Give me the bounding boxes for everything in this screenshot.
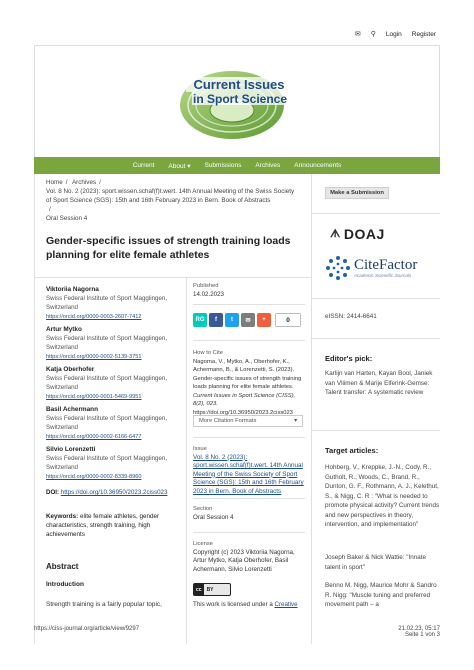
editors-pick-heading: Editor's pick:: [325, 354, 373, 363]
published-label: Published: [193, 283, 219, 289]
section-block: [193, 505, 305, 522]
author-orcid-link[interactable]: https://orcid.org/0000-0001-5469-9951: [46, 394, 142, 400]
author-affiliation: Swiss Federal Institute of Sport Magglingen, Switzerland: [46, 375, 168, 391]
column-divider: [186, 277, 187, 644]
section-label: Section: [193, 506, 213, 512]
journal-logo[interactable]: [174, 62, 304, 144]
citation-formats-label: More Citation Formats: [199, 418, 257, 424]
sidebar-divider-3: [311, 338, 440, 339]
sidebar-divider-1: [311, 213, 440, 214]
make-submission-button[interactable]: Make a Submission: [325, 187, 389, 199]
abstract-heading: Abstract: [46, 562, 79, 571]
author-affiliation: Swiss Federal Institute of Sport Magglingen, Switzerland: [46, 295, 168, 311]
license-text: Copyright (c) 2023 Viktoriia Nagorna, Artur Mytko, Katja Oberhofer, Basil Achermann, Silvio Lorenzetti: [193, 548, 295, 573]
sidebar-divider-4: [311, 430, 440, 431]
share-count: 0: [275, 313, 301, 327]
author-name: Artur Mytko: [46, 326, 82, 333]
issue-block: [193, 445, 305, 496]
top-bar: [355, 30, 436, 38]
cite-journal: Current Issues in Sport Science (CISS), 8(2), 023.: [193, 392, 296, 407]
twitter-share-button[interactable]: t: [225, 313, 239, 327]
author-entry: [46, 285, 186, 322]
published-divider: [193, 304, 305, 305]
author-orcid-link[interactable]: https://orcid.org/0000-0003-2607-7412: [46, 314, 142, 320]
target-article-2[interactable]: Joseph Baker & Nick Wattie: "Innate talent in sport": [325, 554, 427, 571]
author-entry: [46, 405, 186, 442]
chevron-down-icon: ▾: [294, 418, 297, 424]
license-note-text: This work is licensed under a: [193, 601, 275, 608]
left-border: [34, 174, 35, 644]
breadcrumb-issue[interactable]: Vol. 8 No. 2 (2023): sport.wissen.schaf(f)t.wert. 14th Annual Meeting of the Swiss Society of Sport Science (SGS): 15th and 16th February 2023 in Bern. Book of Abstracts: [46, 188, 295, 204]
target-article-3[interactable]: Benno M. Nigg, Maurice Mohr & Sandro R. Nigg: "Muscle tuning and preferred movement path – a: [325, 582, 437, 608]
doi-link[interactable]: https://doi.org/10.36950/2023.2ciss023: [60, 489, 168, 496]
license-block: [193, 540, 305, 574]
by-icon: BY: [206, 586, 214, 593]
cite-label: How to Cite: [193, 350, 223, 356]
nav-announcements[interactable]: Announcements: [294, 162, 342, 169]
researchgate-share-button[interactable]: RG: [193, 313, 207, 327]
citefactor-icon: [324, 254, 352, 282]
logo-line1: Current Issues: [193, 77, 285, 92]
section-value: Oral Session 4: [193, 513, 234, 521]
login-link[interactable]: Login: [385, 30, 402, 38]
email-share-button[interactable]: ✉: [241, 313, 255, 327]
facebook-share-button[interactable]: f: [209, 313, 223, 327]
footer-date: 21.02.23, 05:17: [398, 626, 440, 632]
author-name: Silvio Lorenzetti: [46, 446, 96, 453]
envelope-icon[interactable]: ✉: [354, 31, 361, 38]
how-to-cite: [193, 349, 305, 417]
breadcrumb-archives[interactable]: Archives: [71, 179, 97, 186]
keywords-label: Keywords:: [46, 513, 79, 520]
doaj-logo[interactable]: [330, 226, 385, 242]
search-icon[interactable]: ⚲: [370, 31, 376, 38]
editors-pick-text[interactable]: Karlijn van Harten, Kayan Bool, Janiek van Vliimen & Marije Elferink-Gemse: Talent transfer: A systematic review: [325, 370, 433, 396]
breadcrumb-home[interactable]: Home: [46, 179, 63, 186]
author-name: Viktoriia Nagorna: [46, 286, 99, 293]
share-buttons: [193, 313, 301, 327]
author-orcid-link[interactable]: https://orcid.org/0000-0002-8339-8960: [46, 474, 142, 480]
cite-text: Nagorna, V., Mytko, A., Oberhofer, K., Achermann, B., & Lorenzetti, S. (2023). Gender-specific issues of strength training loads planning for elite female athletes.: [193, 358, 302, 390]
introduction-heading: Introduction: [46, 581, 84, 588]
author-name: Katja Oberhofer: [46, 366, 95, 373]
article-title: Gender-specific issues of strength training loads planning for elite female athletes: [46, 235, 291, 261]
logo-line2: in Sport Science: [192, 92, 288, 106]
author-entry: [46, 365, 186, 402]
target-article-1[interactable]: Hohberg, V., Kreppke, J.-N., Cody, R., Gutholt, R., Woods, C., Brand, R., Dunton, G. F., Rothmann, A. J., Kelethut, S., & Nigg, C. R : "What is needed to promote physical activity? Current trends and new perspectives in theory, intervention, and implementation": [325, 464, 440, 528]
footer-url: https://ciss-journal.org/article/view/9297: [34, 626, 140, 632]
footer-meta: [398, 626, 440, 638]
citefactor-label: CiteFactor: [354, 257, 418, 273]
nav-about[interactable]: About ▾: [168, 162, 191, 170]
sidebar-divider-2: [311, 298, 440, 299]
cite-doi[interactable]: https://doi.org/10.36950/2023.2ciss023: [193, 409, 293, 416]
author-entry: [46, 445, 186, 482]
author-orcid-link[interactable]: https://orcid.org/0000-0002-5139-3751: [46, 354, 142, 360]
keywords: [46, 512, 186, 539]
citefactor-logo[interactable]: [324, 254, 417, 282]
published-date: 14.02.2023: [193, 290, 224, 298]
issue-divider: [193, 498, 305, 499]
author-affiliation: Swiss Federal Institute of Sport Magglingen, Switzerland: [46, 415, 168, 431]
citefactor-tagline: Academic Scientific Journals: [354, 273, 412, 278]
author-orcid-link[interactable]: https://orcid.org/0000-0002-6166-6477: [46, 434, 142, 440]
breadcrumb-section: Oral Session 4: [46, 215, 88, 222]
keywords-value: elite female athletes, gender characteristics, strength training, high achievements: [46, 513, 160, 538]
author-list: [46, 285, 186, 485]
doi-label: DOI:: [46, 489, 60, 496]
doaj-label: DOAJ: [343, 226, 385, 242]
creative-commons-link[interactable]: Creative: [274, 601, 298, 608]
main-border: [311, 174, 312, 644]
main-nav: [34, 157, 440, 174]
breadcrumb: Home / Archives / Vol. 8 No. 2 (2023): sport.wissen.schaf(f)t.wert. 14th Annual Meeting of the Swiss Society of Sport Science (SGS): 15th and 16th February 2023 in Bern. Book of Abstracts / Oral Session 4: [46, 179, 295, 222]
nav-archives[interactable]: Archives: [255, 162, 281, 169]
nav-submissions[interactable]: Submissions: [204, 162, 242, 169]
published-block: [193, 282, 305, 299]
author-affiliation: Swiss Federal Institute of Sport Magglingen, Switzerland: [46, 455, 168, 471]
cc-icon: cc: [194, 584, 204, 595]
more-share-button[interactable]: +: [257, 313, 271, 327]
section-divider: [193, 532, 305, 533]
author-name: Basil Achermann: [46, 406, 98, 413]
doi-line: [46, 489, 167, 496]
eissn: eISSN: 2414-6641: [325, 313, 377, 320]
license-note: [193, 601, 305, 610]
doaj-mark-icon: ᗑ: [330, 227, 341, 240]
license-label: License: [193, 541, 213, 547]
author-affiliation: Swiss Federal Institute of Sport Magglingen, Switzerland: [46, 335, 168, 351]
cc-by-badge[interactable]: [193, 583, 231, 596]
register-link[interactable]: Register: [411, 30, 436, 38]
title-divider: [34, 277, 311, 278]
introduction-text: Strength training is a fairly popular topic,: [46, 601, 162, 608]
target-articles-heading: Target articles:: [325, 446, 379, 455]
issue-label: Issue: [193, 446, 207, 452]
author-entry: [46, 325, 186, 362]
nav-current[interactable]: Current: [132, 162, 155, 169]
cite-divider: [193, 437, 305, 438]
issue-link[interactable]: Vol. 8 No. 2 (2023): sport.wissen.schaf(f)t.wert. 14th Annual Meeting of the Swiss Society of Sport Science (SGS): 15th and 16th February 2023 in Bern. Book of Abstracts: [193, 453, 304, 495]
footer-page: Seite 1 von 3: [404, 632, 440, 638]
share-divider: [193, 340, 305, 341]
citation-formats-dropdown[interactable]: [193, 415, 303, 427]
